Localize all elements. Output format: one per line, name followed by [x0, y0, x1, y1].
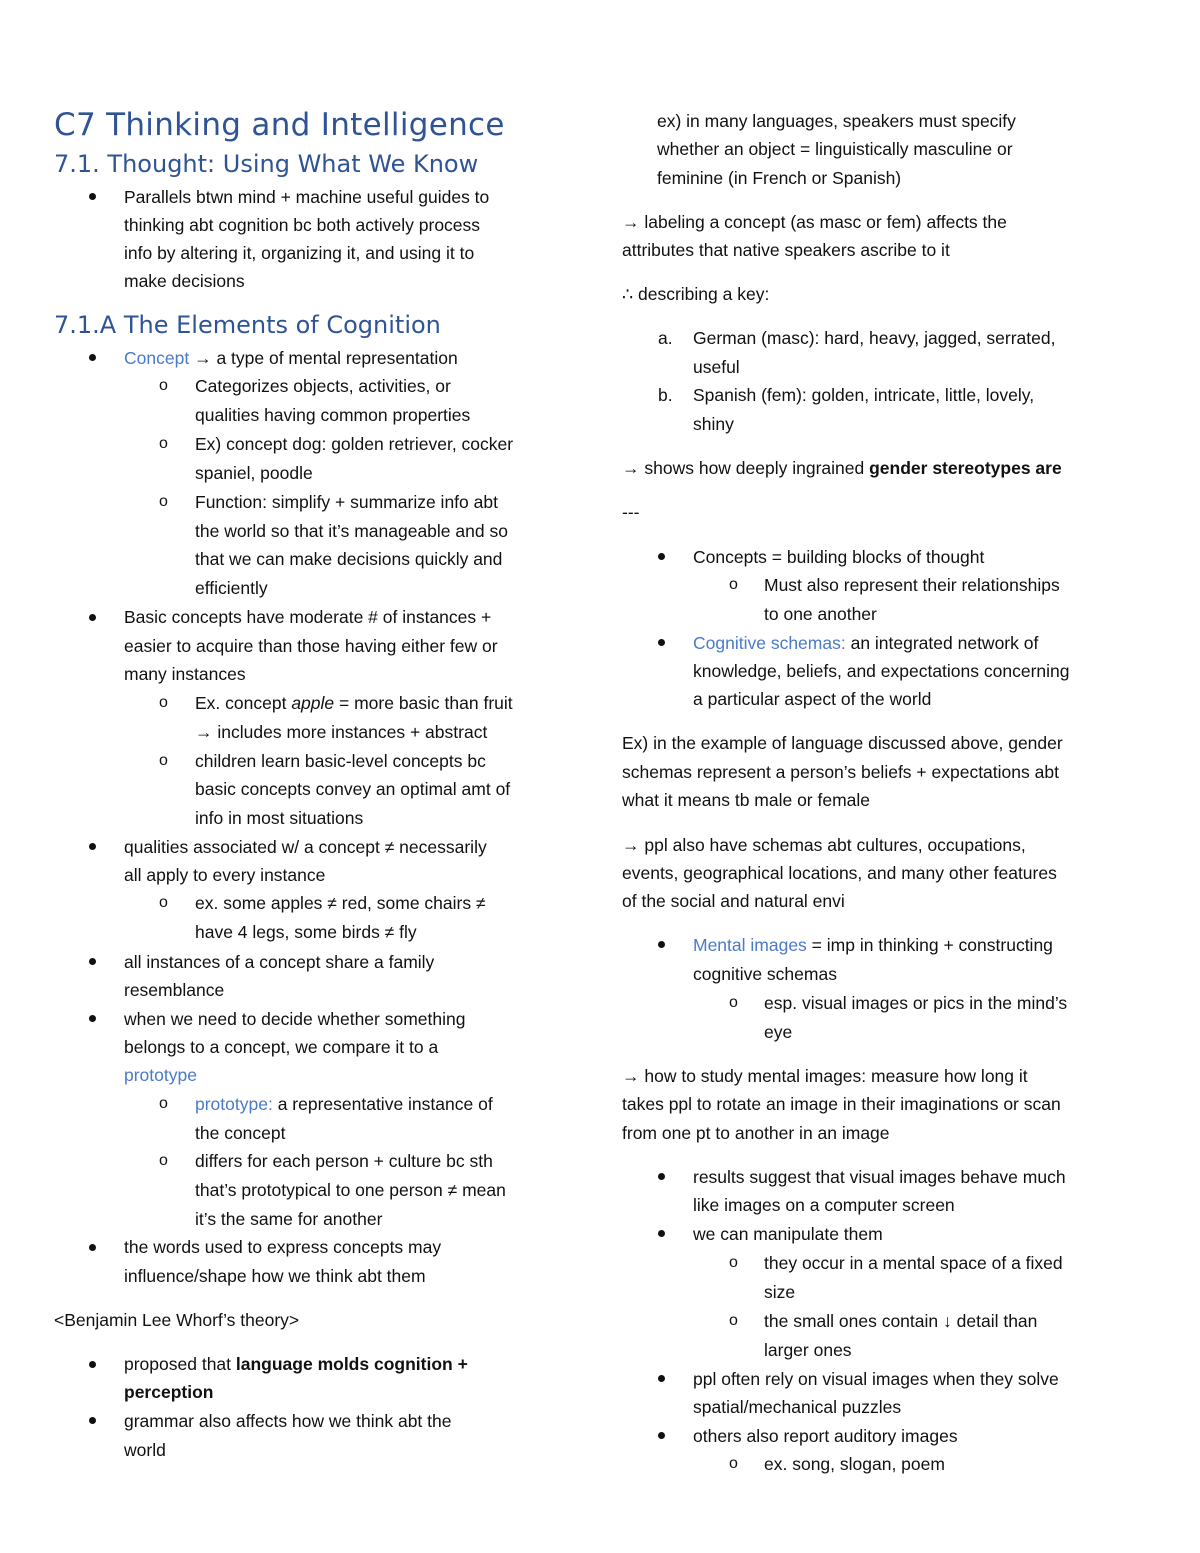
text-line: influence/shape how we think abt them: [124, 1266, 426, 1286]
labeling-line: [622, 208, 1007, 236]
concept-definition: a type of mental representation: [216, 348, 458, 368]
text-line: info in most situations: [195, 808, 364, 828]
text-fragment: how to study mental images: measure how long it: [644, 1066, 1028, 1086]
text-line: eye: [764, 1022, 793, 1042]
whorf-bullet-line: [124, 1350, 468, 1378]
text-fragment: shows how deeply ingrained: [644, 458, 870, 478]
text-fragment: = imp in thinking + constructing: [806, 935, 1053, 955]
text-line: ex. some apples ≠ red, some chairs ≠: [195, 893, 486, 913]
circle-bullet-icon: o: [159, 894, 168, 911]
bold-text: perception: [124, 1382, 214, 1402]
bullet-icon: [89, 614, 96, 621]
text-fragment: includes more instances + abstract: [217, 722, 488, 742]
text-line: Must also represent their relationships: [764, 575, 1060, 595]
bullet-icon: [89, 1244, 96, 1251]
section-heading-7-1: 7.1. Thought: Using What We Know: [54, 150, 479, 178]
bullet-icon: [658, 1432, 665, 1439]
text-line: feminine (in French or Spanish): [657, 168, 902, 188]
circle-bullet-icon: o: [159, 493, 168, 510]
right-arrow-icon: →: [194, 348, 212, 368]
small-ones-line: [764, 1307, 1037, 1335]
text-line: all apply to every instance: [124, 865, 326, 885]
text-line: of the social and natural envi: [622, 891, 845, 911]
text-line: efficiently: [195, 578, 268, 598]
bullet-icon: [89, 843, 96, 850]
text-line: size: [764, 1282, 796, 1302]
right-arrow-icon: →: [622, 1066, 640, 1086]
text-line: a particular aspect of the world: [693, 689, 932, 709]
text-fragment: ppl also have schemas abt cultures, occupations,: [644, 835, 1026, 855]
circle-bullet-icon: o: [159, 752, 168, 769]
text-line: Parallels btwn mind + machine useful guides to: [124, 187, 490, 207]
text-line: spaniel, poodle: [195, 463, 313, 483]
bold-text: language molds cognition +: [235, 1354, 468, 1374]
text-line: many instances: [124, 664, 246, 684]
circle-bullet-icon: o: [159, 1152, 168, 1169]
mental-images-term: Mental images: [693, 935, 807, 955]
text-line: esp. visual images or pics in the mind’s: [764, 993, 1068, 1013]
text-line: events, geographical locations, and many other features: [622, 863, 1057, 883]
bullet-icon: [658, 1375, 665, 1382]
therefore-line: ∴ describing a key:: [622, 284, 770, 304]
text-line: larger ones: [764, 1340, 852, 1360]
text-line: world: [124, 1440, 166, 1460]
section-heading-7-1-a: 7.1.A The Elements of Cognition: [54, 311, 441, 339]
bullet-icon: [89, 1417, 96, 1424]
concept-line: [124, 344, 458, 372]
text-fragment: labeling a concept (as masc or fem) affects the: [644, 212, 1007, 232]
text-line: it’s the same for another: [195, 1209, 383, 1229]
apple-example-line: [195, 689, 513, 717]
text-line: children learn basic-level concepts bc: [195, 751, 486, 771]
text-line: we can manipulate them: [693, 1224, 883, 1244]
text-line: Function: simplify + summarize info abt: [195, 492, 498, 512]
text-fragment: the small ones contain: [764, 1311, 939, 1331]
italic-term: apple: [291, 693, 335, 713]
whorf-bullet-line-2: [124, 1378, 213, 1406]
text-line: knowledge, beliefs, and expectations concerning: [693, 661, 1070, 681]
ppl-schemas-line: [622, 831, 1026, 859]
text-line: when we need to decide whether something: [124, 1009, 466, 1029]
text-fragment: Ex. concept: [195, 693, 292, 713]
text-line: the concept: [195, 1123, 286, 1143]
text-line: the words used to express concepts may: [124, 1237, 442, 1257]
text-line: all instances of a concept share a family: [124, 952, 435, 972]
text-line: German (masc): hard, heavy, jagged, serrated,: [693, 328, 1056, 348]
text-line: have 4 legs, some birds ≠ fly: [195, 922, 417, 942]
prototype-term: prototype: [124, 1065, 197, 1085]
bullet-icon: [658, 1173, 665, 1180]
text-line: cognitive schemas: [693, 964, 837, 984]
apple-example-line-2: [195, 718, 487, 746]
right-arrow-icon: →: [622, 835, 640, 855]
text-line: Spanish (fem): golden, intricate, little, lovely,: [693, 385, 1035, 405]
shows-line: [622, 454, 1062, 482]
list-marker: a.: [658, 328, 673, 348]
text-line: that’s prototypical to one person ≠ mean: [195, 1180, 506, 1200]
circle-bullet-icon: o: [729, 994, 738, 1011]
schema-line: [693, 629, 1038, 657]
text-line: shiny: [693, 414, 734, 434]
text-line: Basic concepts have moderate # of instances +: [124, 607, 492, 627]
text-line: easier to acquire than those having either few or: [124, 636, 498, 656]
bullet-icon: [89, 354, 96, 361]
text-line: others also report auditory images: [693, 1426, 958, 1446]
text-line: Categorizes objects, activities, or: [195, 376, 451, 396]
right-arrow-icon: →: [195, 722, 213, 742]
text-line: what it means tb male or female: [622, 790, 871, 810]
text-line: basic concepts convey an optimal amt of: [195, 779, 511, 799]
circle-bullet-icon: o: [729, 576, 738, 593]
down-arrow-icon: ↓: [943, 1311, 952, 1331]
prototype-definition-line: [195, 1090, 493, 1118]
text-fragment: proposed that: [124, 1354, 236, 1374]
text-line: attributes that native speakers ascribe to it: [622, 240, 950, 260]
circle-bullet-icon: o: [729, 1455, 738, 1472]
text-line: takes ppl to rotate an image in their imaginations or scan: [622, 1094, 1061, 1114]
text-line: they occur in a mental space of a fixed: [764, 1253, 1063, 1273]
text-line: to one another: [764, 604, 877, 624]
bullet-icon: [89, 1361, 96, 1368]
text-line: thinking abt cognition bc both actively process: [124, 215, 481, 235]
mental-images-line: [693, 931, 1053, 959]
text-line: ex) in many languages, speakers must specify: [657, 111, 1016, 131]
text-line: like images on a computer screen: [693, 1195, 955, 1215]
text-line: resemblance: [124, 980, 225, 1000]
right-arrow-icon: →: [622, 458, 640, 478]
text-line: make decisions: [124, 271, 245, 291]
text-line: qualities associated w/ a concept ≠ necessarily: [124, 837, 487, 857]
text-fragment: a representative instance of: [272, 1094, 493, 1114]
circle-bullet-icon: o: [159, 1095, 168, 1112]
text-fragment: an integrated network of: [845, 633, 1039, 653]
text-line: differs for each person + culture bc sth: [195, 1151, 493, 1171]
document-title: C7 Thinking and Intelligence: [54, 107, 505, 143]
right-arrow-icon: →: [622, 212, 640, 232]
text-line: that we can make decisions quickly and: [195, 549, 503, 569]
text-line: ex. song, slogan, poem: [764, 1454, 945, 1474]
text-line: grammar also affects how we think abt the: [124, 1411, 452, 1431]
text-line: whether an object = linguistically masculine or: [657, 139, 1013, 159]
text-line: Ex) concept dog: golden retriever, cocker: [195, 434, 514, 454]
text-line: qualities having common properties: [195, 405, 471, 425]
circle-bullet-icon: o: [159, 694, 168, 711]
study-line: [622, 1062, 1028, 1090]
text-line: spatial/mechanical puzzles: [693, 1397, 902, 1417]
text-line: info by altering it, organizing it, and using it to: [124, 243, 475, 263]
text-line: from one pt to another in an image: [622, 1123, 890, 1143]
bullet-icon: [658, 553, 665, 560]
divider: ---: [622, 502, 640, 522]
text-line: schemas represent a person’s beliefs + expectations abt: [622, 762, 1059, 782]
whorf-heading: <Benjamin Lee Whorf’s theory>: [54, 1310, 300, 1330]
bullet-icon: [89, 1015, 96, 1022]
text-line: results suggest that visual images behave much: [693, 1167, 1066, 1187]
text-fragment: detail than: [956, 1311, 1038, 1331]
bullet-icon: [89, 958, 96, 965]
bullet-icon: [658, 1230, 665, 1237]
text-line: Ex) in the example of language discussed above, gender: [622, 733, 1063, 753]
list-marker: b.: [658, 385, 673, 405]
text-line: belongs to a concept, we compare it to a: [124, 1037, 439, 1057]
cognitive-schemas-term: Cognitive schemas:: [693, 633, 846, 653]
text-line: the world so that it’s manageable and so: [195, 521, 508, 541]
text-line: useful: [693, 357, 740, 377]
circle-bullet-icon: o: [729, 1312, 738, 1329]
circle-bullet-icon: o: [159, 435, 168, 452]
text-line: Concepts = building blocks of thought: [693, 547, 985, 567]
text-line: ppl often rely on visual images when they solve: [693, 1369, 1059, 1389]
concept-term: Concept: [124, 348, 190, 368]
bold-text: gender stereotypes are: [869, 458, 1062, 478]
bullet-icon: [89, 193, 96, 200]
circle-bullet-icon: o: [729, 1254, 738, 1271]
prototype-term: prototype:: [195, 1094, 273, 1114]
bullet-icon: [658, 639, 665, 646]
circle-bullet-icon: o: [159, 377, 168, 394]
text-fragment: = more basic than fruit: [334, 693, 513, 713]
bullet-icon: [658, 941, 665, 948]
